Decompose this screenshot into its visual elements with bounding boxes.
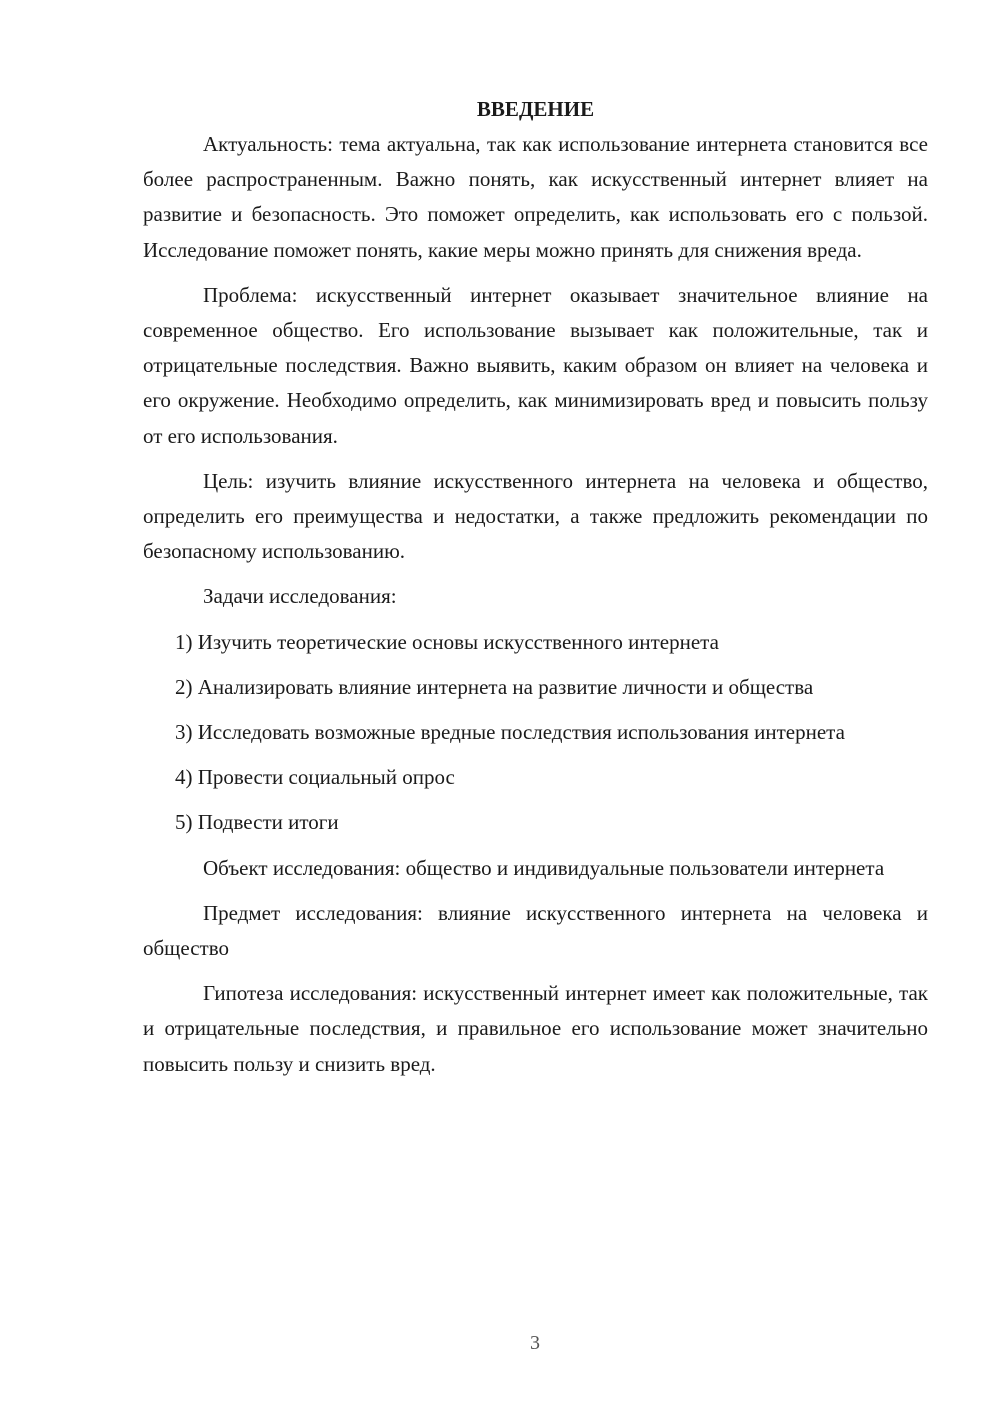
task-item: 3) Исследовать возможные вредные последствия использования интернета xyxy=(175,720,845,745)
paragraph-object: Объект исследования: общество и индивидуальные пользователи интернета xyxy=(203,855,885,880)
section-title: ВВЕДЕНИЕ xyxy=(476,97,595,121)
paragraph-relevance: Актуальность: тема актуальна, так как использование интернета становится все более распространенным. Важно понять, как искусственный интернет влияет на развитие и безопасность. Это поможет определить, как использовать его с пользой. Исследование поможет понять, какие меры можно принять для снижения вреда. xyxy=(143,132,928,262)
task-item: 2) Анализировать влияние интернета на развитие личности и общества xyxy=(175,674,814,699)
paragraph-goal: Цель: изучить влияние искусственного интернета на человека и общество, определить его преимущества и недостатки, а также предложить рекомендации по безопасному использованию. xyxy=(143,468,928,564)
task-item: 4) Провести социальный опрос xyxy=(175,765,455,790)
document-page xyxy=(143,92,928,1092)
page-number: 3 xyxy=(530,1332,540,1354)
paragraph-problem: Проблема: искусственный интернет оказывает значительное влияние на современное общество. Его использование вызывает как положительные, так и отрицательные последствия. Важно выявить, каким образом он влияет на человека и его окружение. Необходимо определить, как минимизировать вред и повысить пользу от его использования. xyxy=(143,282,928,448)
paragraph-subject: Предмет исследования: влияние искусственного интернета на человека и общество xyxy=(143,900,928,961)
task-item: 1) Изучить теоретические основы искусственного интернета xyxy=(175,629,719,654)
paragraph-hypothesis: Гипотеза исследования: искусственный интернет имеет как положительные, так и отрицательные последствия, и правильное его использование может значительно повысить пользу и снизить вред. xyxy=(143,981,928,1076)
task-item: 5) Подвести итоги xyxy=(175,810,339,835)
tasks-heading: Задачи исследования: xyxy=(203,584,397,609)
